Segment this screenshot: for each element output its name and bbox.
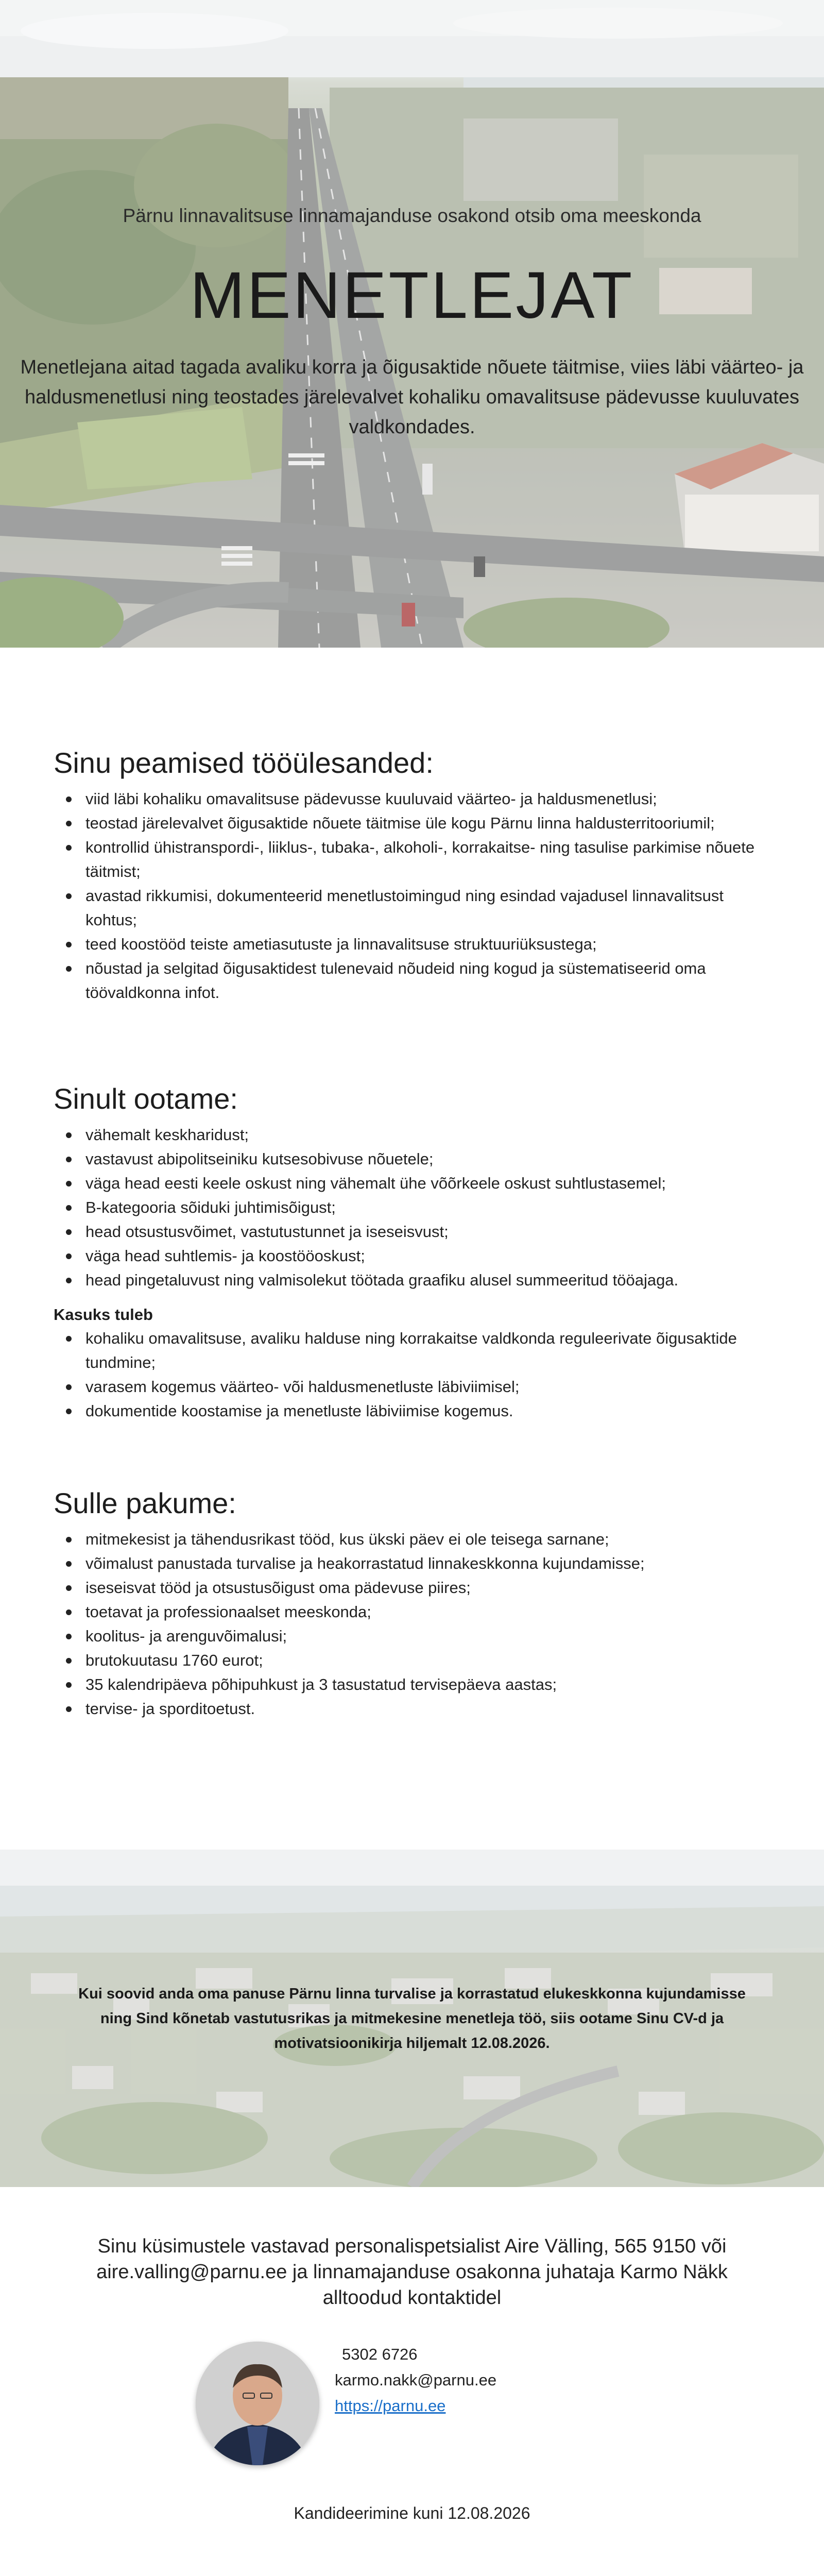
list-item: teed koostööd teiste ametiasutuste ja linnavalitsuse struktuuriüksustega; bbox=[85, 932, 775, 956]
list-item: head pingetaluvust ning valmisolekut töötada graafiku alusel summeeritud tööajaga. bbox=[85, 1268, 775, 1292]
list-item: head otsustusvõimet, vastutustunnet ja iseseisvust; bbox=[85, 1219, 775, 1244]
list-item: brutokuutasu 1760 eurot; bbox=[85, 1648, 775, 1672]
offer-list bbox=[54, 1527, 775, 1721]
requirements-list bbox=[54, 1123, 775, 1292]
list-item: koolitus- ja arenguvõimalusi; bbox=[85, 1624, 775, 1648]
list-item: B-kategooria sõiduki juhtimisõigust; bbox=[85, 1195, 775, 1219]
website-link[interactable]: https://parnu.ee bbox=[335, 2397, 446, 2415]
list-item: vastavust abipolitseiniku kutsesobivuse nõuetele; bbox=[85, 1147, 775, 1171]
job-title: MENETLEJAT bbox=[190, 259, 634, 332]
person-photo-icon bbox=[196, 2342, 319, 2465]
list-item: tervise- ja sporditoetust. bbox=[85, 1697, 775, 1721]
list-item: avastad rikkumisi, dokumenteerid menetlustoimingud ning esindad vajadusel linnavalitsust kohtus; bbox=[85, 884, 775, 932]
contact-email: karmo.nakk@parnu.ee bbox=[335, 2371, 497, 2389]
duties-heading: Sinu peamised tööülesanded: bbox=[54, 747, 434, 779]
list-item: vähemalt keskharidust; bbox=[85, 1123, 775, 1147]
application-deadline: Kandideerimine kuni 12.08.2026 bbox=[294, 2504, 530, 2522]
list-item: väga head eesti keele oskust ning vähemalt ühe võõrkeele oskust suhtlustasemel; bbox=[85, 1171, 775, 1195]
bonus-heading: Kasuks tuleb bbox=[54, 1306, 153, 1324]
list-item: väga head suhtlemis- ja koostööoskust; bbox=[85, 1244, 775, 1268]
list-item: dokumentide koostamise ja menetluste läbiviimise kogemus. bbox=[85, 1399, 775, 1423]
avatar bbox=[196, 2342, 319, 2465]
list-item: mitmekesist ja tähendusrikast tööd, kus ükski päev ei ole teisega sarnane; bbox=[85, 1527, 775, 1551]
contact-details bbox=[335, 2342, 496, 2419]
hero-banner bbox=[0, 0, 824, 648]
banner-text: Kui soovid anda oma panuse Pärnu linna turvalise ja korrastatud elukeskkonna kujundamisse ning Sind kõnetab vastutusrikas ja mitmekesine menetleja töö, siis ootame Sinu CV-d ja motivatsioonikirja hiljemalt 12.08.2026. bbox=[78, 1986, 746, 2052]
offer-section bbox=[54, 1486, 775, 1721]
list-item: võimalust panustada turvalise ja heakorrastatud linnakeskkonna kujundamisse; bbox=[85, 1551, 775, 1575]
list-item: viid läbi kohaliku omavalitsuse pädevusse kuuluvaid väärteo- ja haldusmenetlusi; bbox=[85, 787, 775, 811]
list-item: nõustad ja selgitad õigusaktidest tulenevaid nõudeid ning kogud ja süstematiseerid oma töövaldkonna infot. bbox=[85, 956, 775, 1005]
contact-phone: 5302 6726 bbox=[342, 2345, 418, 2363]
duties-list bbox=[54, 787, 775, 1005]
list-item: kontrollid ühistranspordi-, liiklus-, tubaka-, alkoholi-, korrakaitse- ning tasulise parkimise nõuete täitmist; bbox=[85, 835, 775, 884]
contact-card bbox=[196, 2342, 628, 2470]
list-item: varasem kogemus väärteo- või haldusmenetluste läbiviimisel; bbox=[85, 1375, 775, 1399]
offer-heading: Sulle pakume: bbox=[54, 1487, 236, 1519]
hero-kicker: Pärnu linnavalitsuse linnamajanduse osakond otsib oma meeskonda bbox=[123, 205, 701, 226]
list-item: 35 kalendripäeva põhipuhkust ja 3 tasustatud tervisepäeva aastas; bbox=[85, 1672, 775, 1697]
list-item: teostad järelevalvet õigusaktide nõuete täitmise üle kogu Pärnu linna haldusterritooriumil; bbox=[85, 811, 775, 835]
requirements-section bbox=[54, 1082, 775, 1423]
application-banner bbox=[0, 1850, 824, 2187]
hero-description: Menetlejana aitad tagada avaliku korra ja õigusaktide nõuete täitmise, viies läbi väärteo- ja haldusmenetlusi ning teostades järelevalvet kohaliku omavalitsuse pädevusse kuuluvates valdkondades. bbox=[20, 357, 804, 438]
list-item: toetavat ja professionaalset meeskonda; bbox=[85, 1600, 775, 1624]
list-item: kohaliku omavalitsuse, avaliku halduse ning korrakaitse valdkonda reguleerivate õigusaktide tundmine; bbox=[85, 1326, 775, 1375]
duties-section bbox=[54, 746, 775, 1005]
bonus-list bbox=[54, 1326, 775, 1423]
list-item: iseseisvat tööd ja otsustusõigust oma pädevuse piires; bbox=[85, 1575, 775, 1600]
requirements-heading: Sinult ootame: bbox=[54, 1082, 238, 1115]
contact-intro: Sinu küsimustele vastavad personalispetsialist Aire Välling, 565 9150 või aire.valling@parnu.ee ja linnamajanduse osakonna juhataja Karmo Näkk alltoodud kontaktidel bbox=[96, 2235, 728, 2309]
